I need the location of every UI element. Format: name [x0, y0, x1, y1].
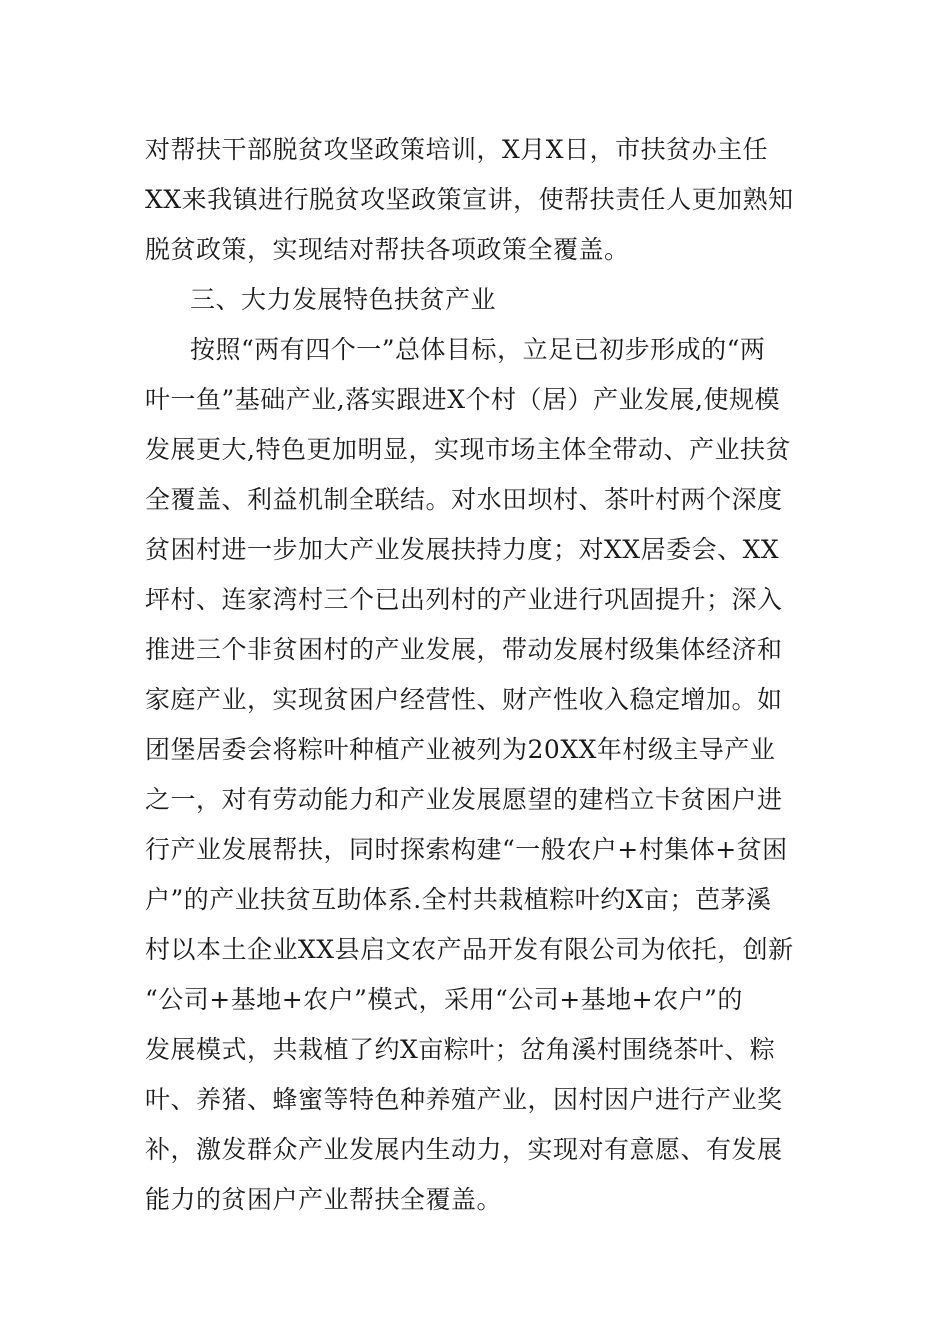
text-line: 行产业发展帮扶，同时探索构建“一般农户+村集体+贫困	[145, 835, 788, 864]
text-line: “公司+基地+农户”模式，采用“公司+基地+农户”的	[145, 985, 743, 1014]
text-line: 能力的贫困户产业帮扶全覆盖。	[145, 1185, 503, 1214]
text-line: 脱贫政策，实现结对帮扶各项政策全覆盖。	[145, 235, 630, 264]
text-line: 坪村、连家湾村三个已出列村的产业进行巩固提升；深入	[145, 585, 783, 614]
section-heading: 三、大力发展特色扶贫产业	[190, 285, 497, 314]
text-line: 家庭产业，实现贫困户经营性、财产性收入稳定增加。如	[145, 685, 783, 714]
text-line: 贫困村进一步加大产业发展扶持力度；对XX居委会、XX	[145, 535, 780, 564]
text-line: 叶、养猪、蜂蜜等特色种养殖产业，因村因户进行产业奖	[145, 1085, 783, 1114]
text-line: 发展更大,特色更加明显，实现市场主体全带动、产业扶贫	[145, 435, 791, 464]
text-line: 叶一鱼”基础产业,落实跟进X个村（居）产业发展,使规模	[145, 385, 780, 414]
document-body	[145, 125, 805, 1225]
text-line: 团堡居委会将粽叶种植产业被列为20XX年村级主导产业	[145, 735, 776, 764]
text-line: 村以本土企业XX县启文农产品开发有限公司为依托，创新	[145, 935, 794, 964]
text-line: 之一，对有劳动能力和产业发展愿望的建档立卡贫困户进	[145, 785, 783, 814]
text-line: 全覆盖、利益机制全联结。对水田坝村、茶叶村两个深度	[145, 485, 783, 514]
text-line: 按照“两有四个一”总体目标，立足已初步形成的“两	[190, 335, 766, 364]
text-line: XX来我镇进行脱贫攻坚政策宣讲，使帮扶责任人更加熟知	[145, 185, 794, 214]
text-line: 补，激发群众产业发展内生动力，实现对有意愿、有发展	[145, 1135, 783, 1164]
text-line: 发展模式，共栽植了约X亩粽叶；岔角溪村围绕茶叶、粽	[145, 1035, 776, 1064]
text-line: 推进三个非贫困村的产业发展，带动发展村级集体经济和	[145, 635, 783, 664]
text-line: 对帮扶干部脱贫攻坚政策培训，X月X日，市扶贫办主任	[145, 135, 769, 164]
text-line: 户”的产业扶贫互助体系.全村共栽植粽叶约X亩；芭茅溪	[145, 885, 772, 914]
